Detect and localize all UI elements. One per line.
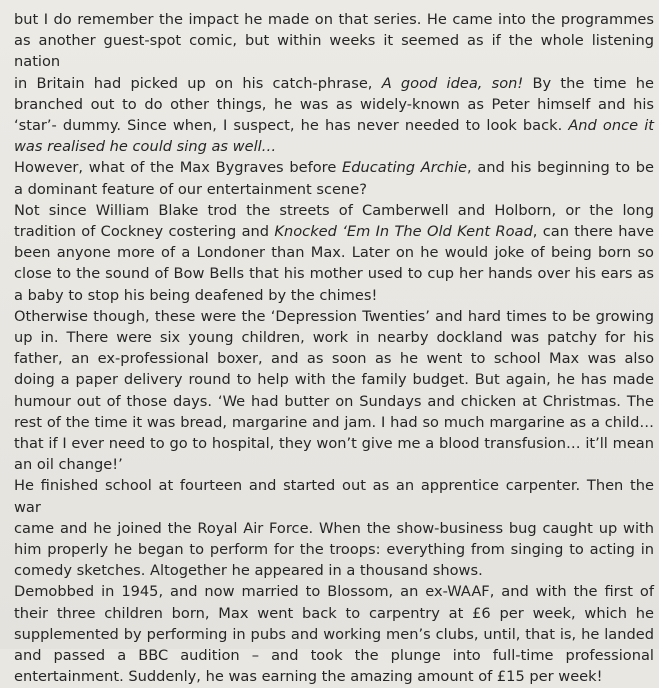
text-line <box>14 603 654 624</box>
text-run: Not since William Blake trod the streets of Camberwell and Holborn, or the long <box>14 201 654 219</box>
text-run: an oil change!’ <box>14 456 123 474</box>
text-run: that if I ever need to go to hospital, they won’t give me a blood transfusion… it’ll mean <box>14 435 654 453</box>
text-run: humour out of those days. ‘We had butter on Sundays and chicken at Christmas. The <box>14 392 654 410</box>
text-run: father, an ex-professional boxer, and as soon as he went to school Max was also <box>14 350 654 368</box>
paragraph <box>14 157 654 199</box>
text-line <box>14 369 654 390</box>
text-line <box>14 645 654 666</box>
italic-text: Educating Archie <box>342 159 468 177</box>
text-run: their three children born, Max went back to carpentry at £6 per week, which he <box>14 604 654 622</box>
text-line <box>14 391 654 412</box>
text-line <box>14 94 654 115</box>
text-line <box>14 560 654 581</box>
text-line <box>14 9 654 30</box>
text-line <box>14 624 654 645</box>
text-line <box>14 475 654 517</box>
text-run: and passed a BBC audition – and took the plunge into full-time professional <box>14 647 654 665</box>
text-run: Otherwise though, these were the ‘Depression Twenties’ and hard times to be growing <box>14 307 654 325</box>
text-run: By the time he <box>523 74 654 92</box>
italic-text: And once it <box>568 117 655 135</box>
text-run: rest of the time it was bread, margarine and jam. I had so much margarine as a child… <box>14 413 654 431</box>
text-line <box>14 136 654 157</box>
italic-text: was realised he could sing as well… <box>14 138 277 156</box>
text-run: supplemented by performing in pubs and working men’s clubs, until, that is, he landed <box>14 625 654 643</box>
italic-text: Knocked ‘Em In The Old Kent Road <box>274 223 533 241</box>
text-line <box>14 539 654 560</box>
text-line <box>14 73 654 94</box>
text-line <box>14 115 654 136</box>
text-run: , can there have <box>532 223 655 241</box>
text-line <box>14 454 654 475</box>
text-run: entertainment. Suddenly, he was earning the amazing amount of £15 per week! <box>14 668 603 686</box>
text-run: tradition of Cockney costering and <box>14 223 275 241</box>
paragraph <box>14 306 654 476</box>
text-line <box>14 412 654 433</box>
text-run: close to the sound of Bow Bells that his mother used to cup her hands over his ears as <box>14 265 654 283</box>
body-text <box>14 9 654 688</box>
text-run: doing a paper delivery round to help with the family budget. But again, he has made <box>14 371 654 389</box>
paragraph <box>14 9 654 157</box>
text-line <box>14 263 654 284</box>
text-run: him properly he began to perform for the troops: everything from singing to acting in <box>14 541 654 559</box>
text-line <box>14 221 654 242</box>
paragraph <box>14 581 654 687</box>
text-run: been anyone more of a Londoner than Max. Later on he would joke of being born so <box>14 244 654 262</box>
text-line <box>14 666 654 687</box>
text-line <box>14 327 654 348</box>
text-line <box>14 433 654 454</box>
text-run: in Britain had picked up on his catch-phrase, <box>14 74 382 92</box>
italic-text: A good idea, son! <box>381 74 524 92</box>
paragraph <box>14 475 654 581</box>
text-line <box>14 285 654 306</box>
text-run: ‘star’- dummy. Since when, I suspect, he has never needed to look back. <box>14 117 569 135</box>
text-run: as another guest-spot comic, but within weeks it seemed as if the whole listening nation <box>14 32 654 71</box>
text-run: He finished school at fourteen and started out as an apprentice carpenter. Then the war <box>14 477 654 516</box>
text-run: a dominant feature of our entertainment scene? <box>14 180 367 198</box>
text-run: Demobbed in 1945, and now married to Blossom, an ex-WAAF, and with the first of <box>14 583 654 601</box>
text-line <box>14 157 654 178</box>
paragraph <box>14 200 654 306</box>
text-run: but I do remember the impact he made on that series. He came into the programmes <box>14 11 654 28</box>
text-run: However, what of the Max Bygraves before <box>14 159 343 177</box>
text-run: came and he joined the Royal Air Force. When the show-business bug caught up with <box>14 519 654 537</box>
text-line <box>14 518 654 539</box>
text-line <box>14 200 654 221</box>
text-run: up in. There were six young children, work in nearby dockland was patchy for his <box>14 329 654 347</box>
text-run: , and his beginning to be <box>467 159 655 177</box>
text-line <box>14 179 654 200</box>
text-run: comedy sketches. Altogether he appeared in a thousand shows. <box>14 562 483 580</box>
text-line <box>14 348 654 369</box>
text-line <box>14 30 654 72</box>
text-line <box>14 306 654 327</box>
text-run: a baby to stop his being deafened by the chimes! <box>14 286 378 304</box>
text-run: branched out to do other things, he was as widely-known as Peter himself and his <box>14 95 654 113</box>
text-line <box>14 242 654 263</box>
text-line <box>14 581 654 602</box>
